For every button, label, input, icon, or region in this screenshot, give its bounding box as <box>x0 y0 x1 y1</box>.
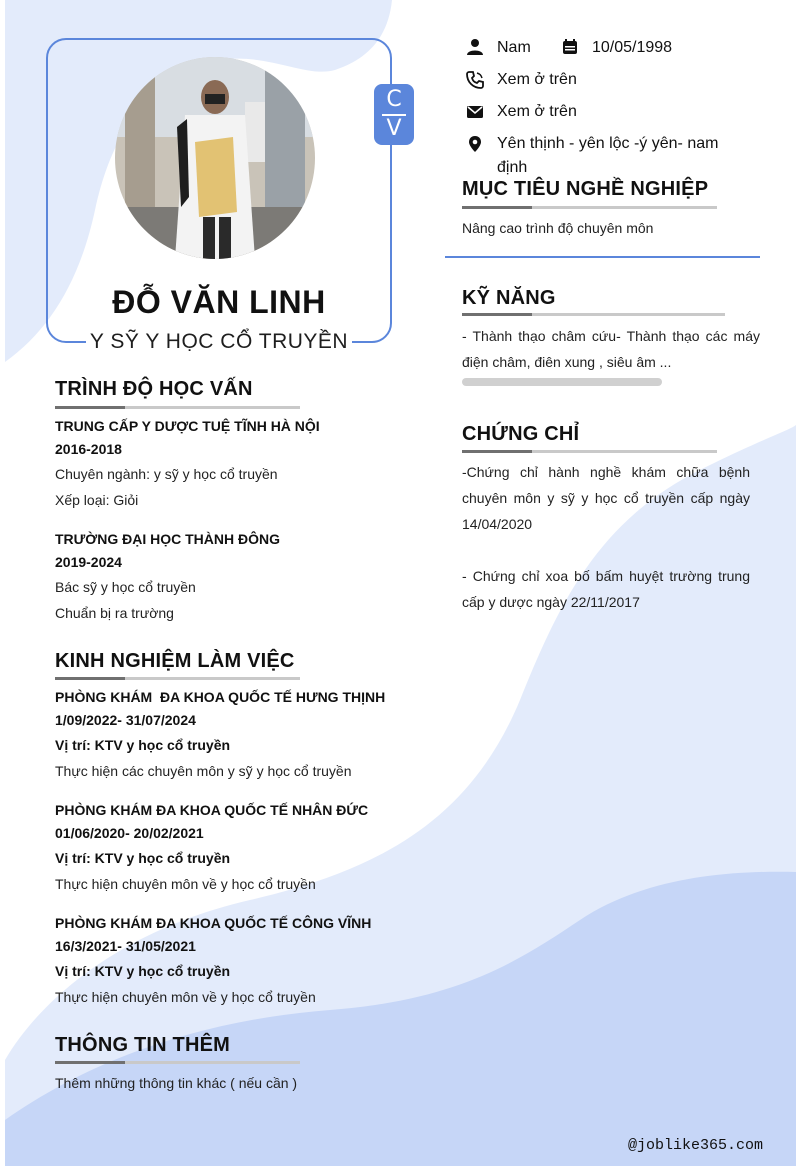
gender-text: Nam <box>497 39 531 56</box>
skills-heading: KỸ NĂNG <box>462 287 556 309</box>
mail-icon <box>466 103 484 121</box>
certificates-heading: CHỨNG CHỈ <box>462 423 580 445</box>
section-divider <box>445 256 760 258</box>
certificate-item: - Chứng chỉ xoa bố bấm huyệt trường trung cấp y dược ngày 22/11/2017 <box>462 568 750 610</box>
more-info-underline <box>55 1061 300 1064</box>
education-period: 2016-2018 <box>55 441 122 457</box>
experience-period: 01/06/2020- 20/02/2021 <box>55 825 204 841</box>
calendar-icon <box>561 38 579 56</box>
footer-watermark[interactable]: @joblike365.com <box>628 1137 764 1154</box>
experience-period: 16/3/2021- 31/05/2021 <box>55 938 196 954</box>
experience-description: Thực hiện chuyên môn về y học cổ truyền <box>55 876 316 892</box>
cv-badge <box>374 84 414 145</box>
experience-position: Vị trí: KTV y học cổ truyền <box>55 737 231 753</box>
birthdate-text: 10/05/1998 <box>592 39 673 56</box>
experience-company: PHÒNG KHÁM ĐA KHOA QUỐC TẾ HƯNG THỊNH <box>55 689 386 705</box>
objective-text: Nâng cao trình độ chuyên môn <box>462 220 654 236</box>
skill-level-bar <box>462 378 662 386</box>
person-photo-icon <box>115 57 315 259</box>
profile-photo <box>115 57 315 259</box>
phone-icon <box>466 71 484 89</box>
experience-company: PHÒNG KHÁM ĐA KHOA QUỐC TẾ NHÂN ĐỨC <box>55 802 369 818</box>
location-icon <box>466 135 484 153</box>
certificates-underline <box>462 450 717 453</box>
objective-heading: MỤC TIÊU NGHỀ NGHIỆP <box>462 178 709 200</box>
user-icon <box>466 38 484 56</box>
certificate-item: -Chứng chỉ hành nghề khám chữa bệnh chuyên môn y sỹ y học cổ truyền cấp ngày 14/04/2020 <box>462 464 750 532</box>
education-school: TRUNG CẤP Y DƯỢC TUỆ TĨNH HÀ NỘI <box>55 418 320 434</box>
education-detail: Chuyên ngành: y sỹ y học cổ truyền <box>55 466 278 482</box>
address-text: Yên thịnh - yên lộc -ý yên- nam định <box>497 135 719 176</box>
experience-position: Vị trí: KTV y học cổ truyền <box>55 963 231 979</box>
experience-position: Vị trí: KTV y học cổ truyền <box>55 850 231 866</box>
cv-badge-v: V <box>386 116 402 141</box>
experience-heading: KINH NGHIỆM LÀM VIỆC <box>55 650 295 672</box>
candidate-title: Y SỸ Y HỌC CỔ TRUYỀN <box>89 330 349 353</box>
experience-description: Thực hiện chuyên môn về y học cổ truyền <box>55 989 316 1005</box>
experience-company: PHÒNG KHÁM ĐA KHOA QUỐC TẾ CÔNG VĨNH <box>55 915 372 931</box>
skills-text: - Thành thạo châm cứu- Thành thạo các máy điện châm, điên xung , siêu âm ... <box>462 328 760 370</box>
education-detail: Bác sỹ y học cổ truyền <box>55 579 196 595</box>
cv-badge-c: C <box>386 87 402 112</box>
education-detail: Xếp loại: Giỏi <box>55 492 139 508</box>
phone-text: Xem ở trên <box>497 71 577 88</box>
education-underline <box>55 406 300 409</box>
education-heading: TRÌNH ĐỘ HỌC VẤN <box>55 378 253 400</box>
education-period: 2019-2024 <box>55 554 122 570</box>
email-text: Xem ở trên <box>497 103 577 120</box>
more-info-heading: THÔNG TIN THÊM <box>55 1034 231 1056</box>
education-school: TRƯỜNG ĐẠI HỌC THÀNH ĐÔNG <box>55 531 280 547</box>
education-detail: Chuẩn bị ra trường <box>55 605 174 621</box>
objective-underline <box>462 206 717 209</box>
experience-description: Thực hiện các chuyên môn y sỹ y học cổ truyền <box>55 763 352 779</box>
skills-underline <box>462 313 725 316</box>
experience-underline <box>55 677 300 680</box>
candidate-name: ĐỖ VĂN LINH <box>112 284 326 320</box>
more-info-text: Thêm những thông tin khác ( nếu cần ) <box>55 1075 298 1091</box>
experience-period: 1/09/2022- 31/07/2024 <box>55 712 196 728</box>
candidate-title-wrap <box>86 330 352 354</box>
